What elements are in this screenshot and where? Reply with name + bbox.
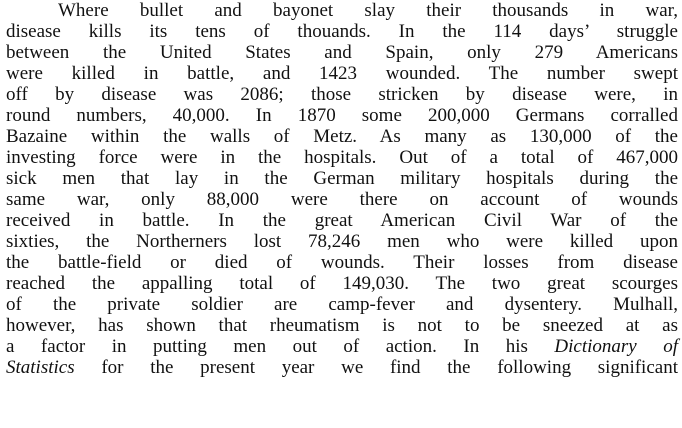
text-run: investing force were in the hospitals. Out of a total of 467,000 <box>6 147 678 168</box>
text-line <box>6 105 678 126</box>
text-run: sick men that lay in the German military hospitals during the <box>6 168 678 189</box>
italic-title-run: Statistics <box>6 357 75 378</box>
text-run: for the present year we find the following significant <box>74 357 678 378</box>
text-line <box>6 168 678 189</box>
text-run: however, has shown that rheumatism is not to be sneezed at as <box>6 315 678 336</box>
text-line <box>6 252 678 273</box>
body-paragraph <box>6 0 678 378</box>
text-line <box>6 189 678 210</box>
text-run: Where bullet and bayonet slay their thousands in war, <box>58 0 678 21</box>
text-line <box>6 357 678 378</box>
text-line <box>6 315 678 336</box>
text-line <box>6 231 678 252</box>
text-run: reached the appalling total of 149,030. The two great scourges <box>6 273 678 294</box>
text-line <box>6 294 678 315</box>
text-line <box>6 336 678 357</box>
text-line <box>6 210 678 231</box>
text-run: were killed in battle, and 1423 wounded. The number swept <box>6 63 678 84</box>
text-run: round numbers, 40,000. In 1870 some 200,000 Germans corralled <box>6 105 678 126</box>
italic-title-run: Dictionary of <box>554 336 678 357</box>
text-line <box>6 126 678 147</box>
text-line <box>6 42 678 63</box>
text-line <box>6 0 678 21</box>
text-run: sixties, the Northerners lost 78,246 men who were killed upon <box>6 231 678 252</box>
text-line <box>6 63 678 84</box>
text-run: the battle-field or died of wounds. Their losses from disease <box>6 252 678 273</box>
text-run: same war, only 88,000 were there on account of wounds <box>6 189 678 210</box>
text-run: received in battle. In the great American Civil War of the <box>6 210 678 231</box>
text-line <box>6 273 678 294</box>
text-line <box>6 147 678 168</box>
text-run: a factor in putting men out of action. In his <box>6 336 555 357</box>
text-run: Bazaine within the walls of Metz. As many as 130,000 of the <box>6 126 678 147</box>
text-line <box>6 21 678 42</box>
text-run: of the private soldier are camp-fever and dysentery. Mulhall, <box>6 294 678 315</box>
text-run: between the United States and Spain, only 279 Americans <box>6 42 678 63</box>
text-run: off by disease was 2086; those stricken by disease were, in <box>6 84 678 105</box>
text-run: disease kills its tens of thouands. In the 114 days’ struggle <box>6 21 678 42</box>
text-line <box>6 84 678 105</box>
